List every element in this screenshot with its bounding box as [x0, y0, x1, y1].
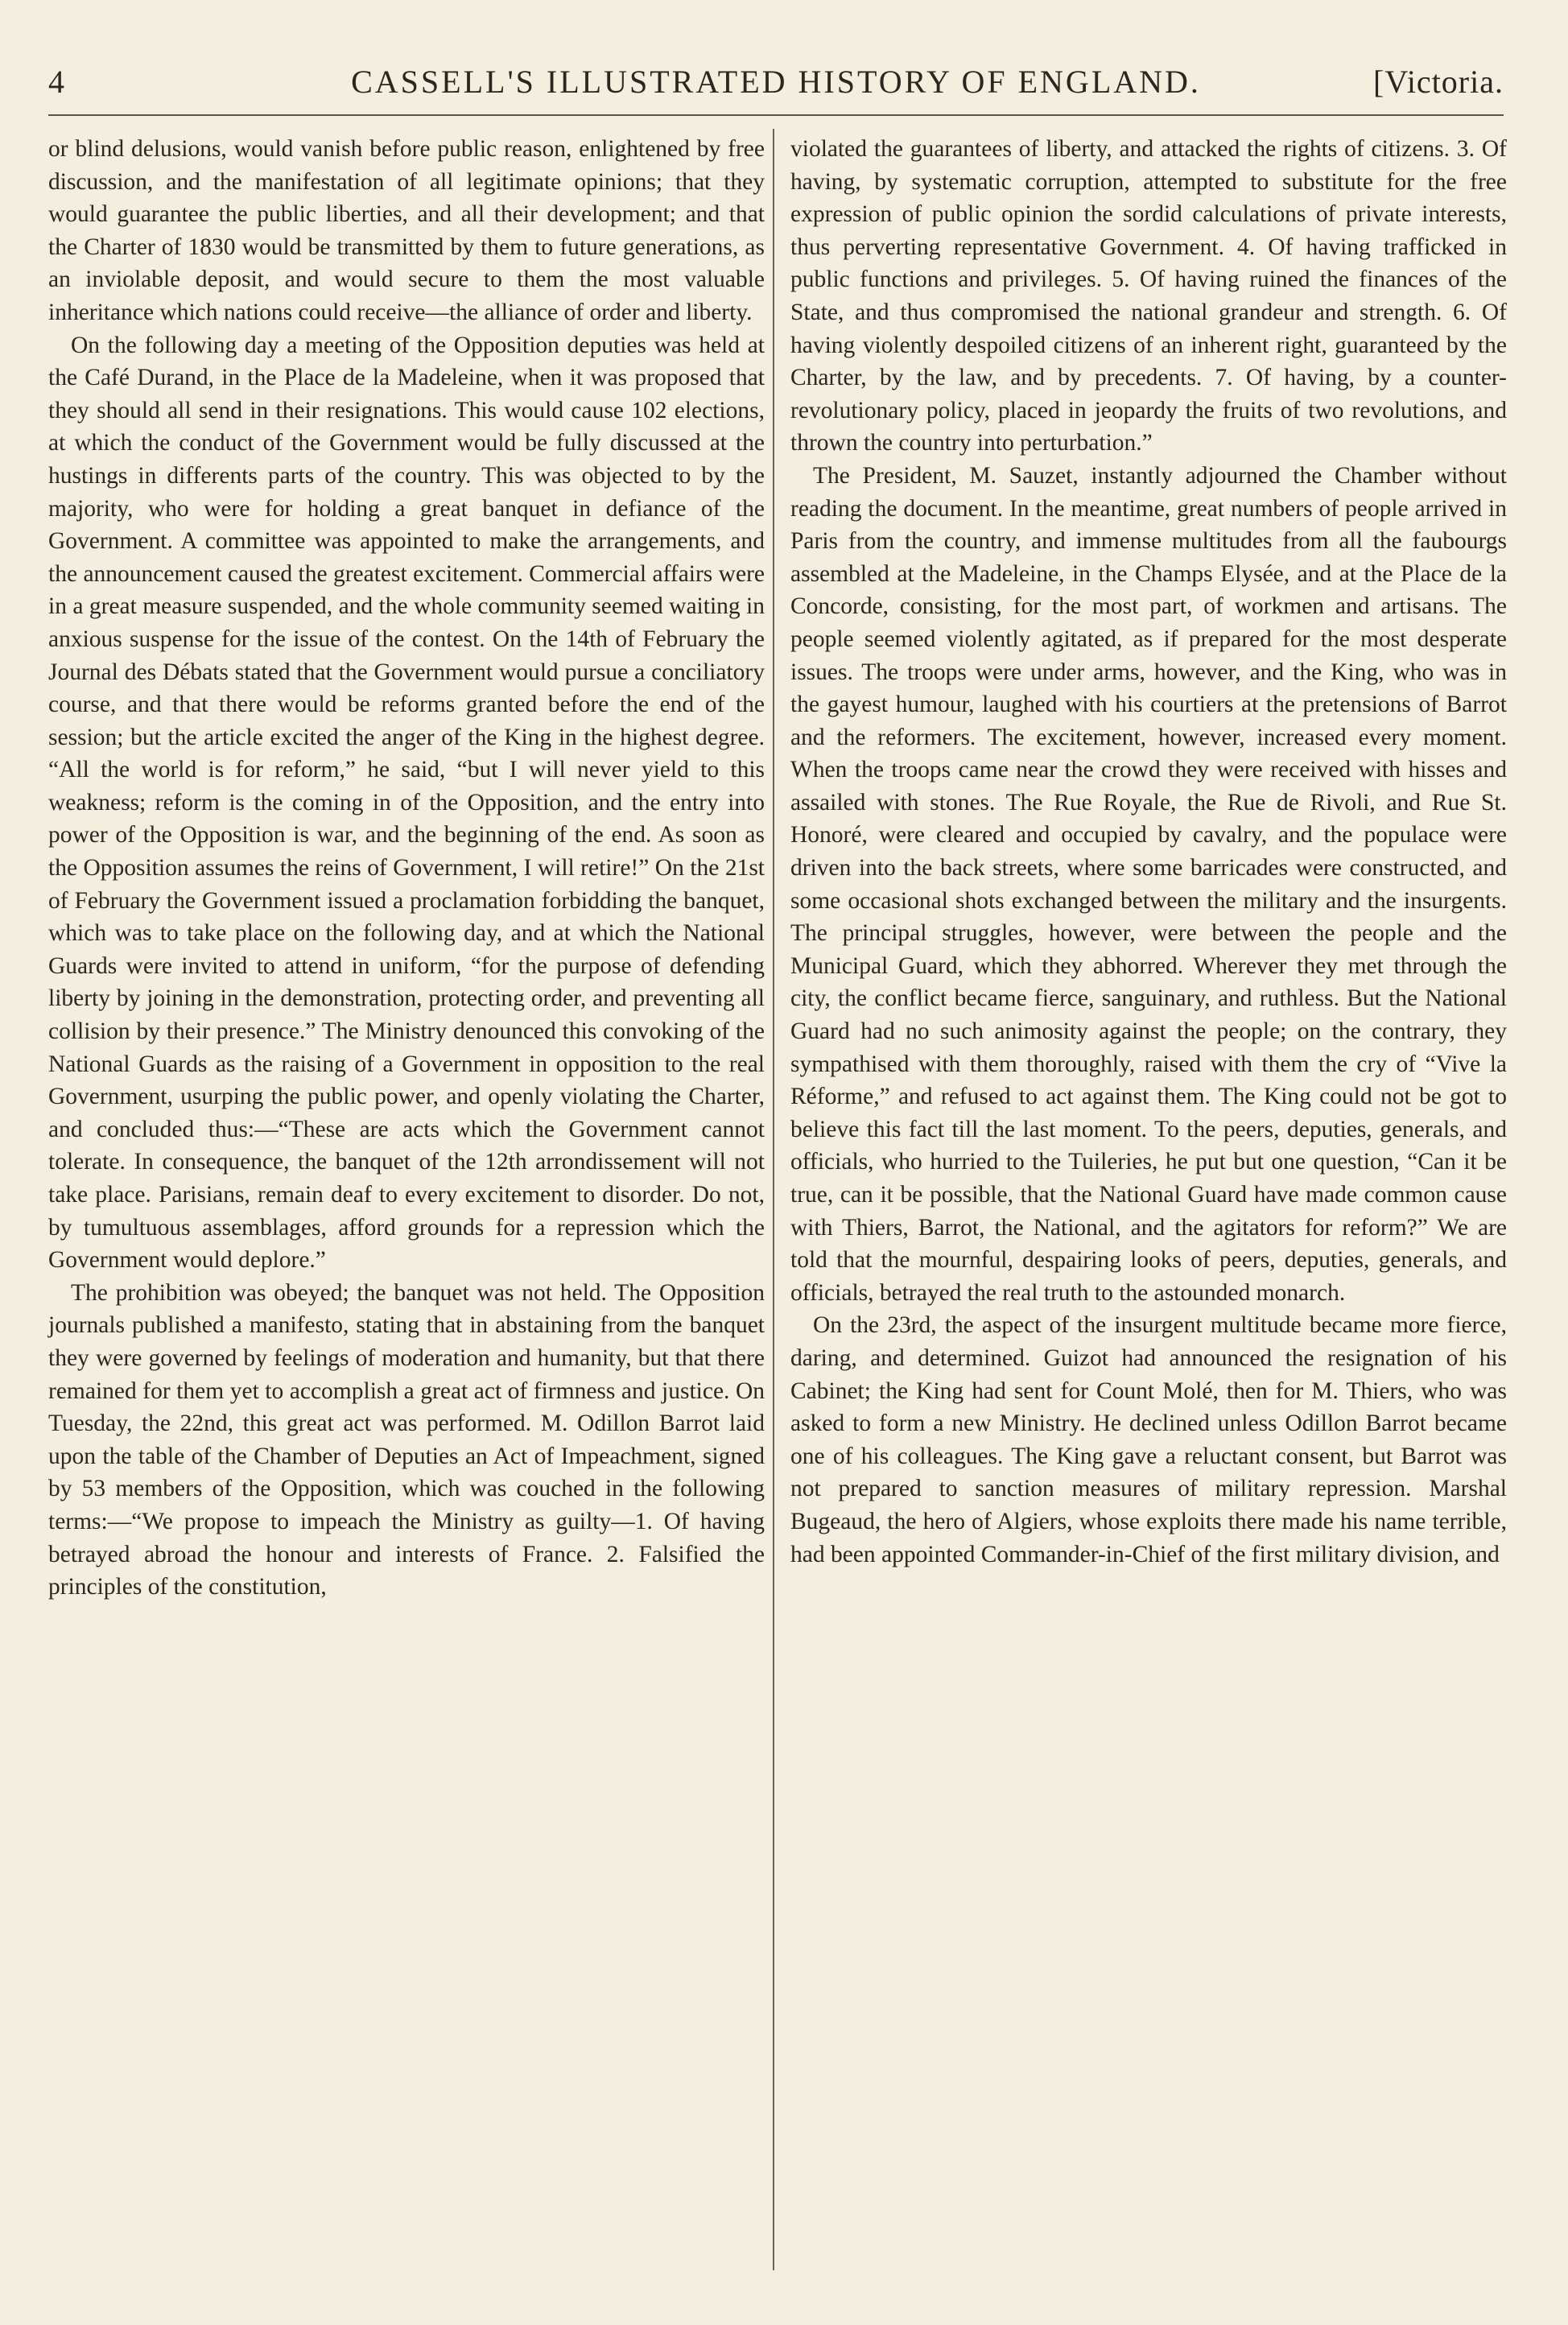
paragraph: or blind delusions, would vanish before public reason, enlightened by free discussion, and the manifestation of all legitimate opinions; that they would guarantee the public liberties, and all their development; and that the Charter of 1830 would be transmitted by them to future generations, as an inviolable deposit, and would secure to them the most valuable inheritance which nations could receive—the alliance of order and liberty. — [48, 136, 765, 325]
running-title: CASSELL'S ILLUSTRATED HISTORY OF ENGLAND. — [351, 64, 1201, 100]
header-rule — [48, 114, 1504, 116]
left-column — [48, 133, 765, 1604]
page-number: 4 — [48, 64, 65, 100]
running-header — [48, 63, 1504, 103]
paragraph: On the following day a meeting of the Opposition deputies was held at the Café Durand, in the Place de la Madeleine, when it was proposed that they should all send in their resignations. This would cause 102 elections, at which the conduct of the Government would be fully discussed at the hustings in differents parts of the country. This was objected to by the majority, who were for holding a great banquet in defiance of the Government. A committee was appointed to make the arrangements, and the announcement caused the greatest excitement. Commercial affairs were in a great measure suspended, and the whole community seemed waiting in anxious suspense for the issue of the contest. On the 14th of February the Journal des Débats stated that the Government would pursue a conciliatory course, and that there would be reforms granted before the end of the session; but the article excited the anger of the King in the highest degree. “All the world is for reform,” he said, “but I will never yield to this weakness; reform is the coming in of the Opposition, and the entry into power of the Opposition is war, and the beginning of the end. As soon as the Opposition assumes the reins of Government, I will retire!” On the 21st of February the Government issued a proclamation forbidding the banquet, which was to take place on the following day, and at which the National Guards were invited to attend in uniform, “for the purpose of defending liberty by joining in the demonstration, protecting order, and preventing all collision by their presence.” The Ministry denounced this convoking of the National Guards as the raising of a Government in opposition to the real Government, usurping the public power, and openly violating the Charter, and concluded thus:—“These are acts which the Government cannot tolerate. In consequence, the banquet of the 12th arrondissement will not take place. Parisians, remain deaf to every excitement to disorder. Do not, by tumultuous assemblages, afford grounds for a repression which the Government would deplore.” — [48, 332, 765, 1274]
paragraph: The President, M. Sauzet, instantly adjourned the Chamber without reading the document. In the meantime, great numbers of people arrived in Paris from the country, and immense multitudes from all the faubourgs assembled at the Madeleine, in the Champs Elysée, and at the Place de la Concorde, consisting, for the most part, of workmen and artisans. The people seemed violently agitated, as if prepared for the most desperate issues. The troops were under arms, however, and the King, who was in the gayest humour, laughed with his courtiers at the pretensions of Barrot and the reformers. The excitement, however, increased every moment. When the troops came near the crowd they were received with hisses and assailed with stones. The Rue Royale, the Rue de Rivoli, and Rue St. Honoré, were cleared and occupied by cavalry, and the populace were driven into the back streets, where some barricades were constructed, and some occasional shots exchanged between the military and the insurgents. The principal struggles, however, were between the people and the Municipal Guard, which they abhorred. Wherever they met through the city, the conflict became fierce, sanguinary, and ruthless. But the National Guard had no such animosity against the people; on the contrary, they sympathised with them thoroughly, raised with them the cry of “Vive la Réforme,” and refused to act against them. The King could not be got to believe this fact till the last moment. To the peers, deputies, generals, and officials, who hurried to the Tuileries, he put but one question, “Can it be true, can it be possible, that the National Guard have made common cause with Thiers, Barrot, the National, and the agitators for reform?” We are told that the mournful, despairing looks of peers, deputies, generals, and officials, betrayed the real truth to the astounded monarch. — [790, 462, 1507, 1306]
paragraph: On the 23rd, the aspect of the insurgent multitude became more fierce, daring, and determined. Guizot had announced the resignation of his Cabinet; the King had sent for Count Molé, then for M. Thiers, who was asked to form a new Ministry. He declined unless Odillon Barrot became one of his colleagues. The King gave a reluctant consent, but Barrot was not prepared to sanction measures of military repression. Marshal Bugeaud, the hero of Algiers, whose exploits there made his name terrible, had been appointed Commander-in-Chief of the first military division, and — [790, 1312, 1507, 1567]
paragraph: violated the guarantees of liberty, and attacked the rights of citizens. 3. Of having, by systematic corruption, attempted to substitute for the free expression of public opinion the sordid calculations of private interests, thus perverting representative Government. 4. Of having trafficked in public functions and privileges. 5. Of having ruined the finances of the State, and thus compromised the national grandeur and strength. 6. Of having violently despoiled citizens of an inherent right, guaranteed by the Charter, by the law, and by precedents. 7. Of having, by a counter-revolutionary policy, placed in jeopardy the fruits of two revolutions, and thrown the country into perturbation.” — [790, 136, 1507, 456]
right-column — [790, 133, 1507, 1571]
column-divider — [773, 129, 774, 2270]
section-label: [Victoria. — [1373, 64, 1504, 100]
paragraph: The prohibition was obeyed; the banquet was not held. The Opposition journals published a manifesto, stating that in abstaining from the banquet they were governed by feelings of moderation and humanity, but that there remained for them yet to accomplish a great act of firmness and justice. On Tuesday, the 22nd, this great act was performed. M. Odillon Barrot laid upon the table of the Chamber of Deputies an Act of Impeachment, signed by 53 members of the Opposition, which was couched in the following terms:—“We propose to impeach the Ministry as guilty—1. Of having betrayed abroad the honour and interests of France. 2. Falsified the principles of the constitution, — [48, 1279, 765, 1600]
